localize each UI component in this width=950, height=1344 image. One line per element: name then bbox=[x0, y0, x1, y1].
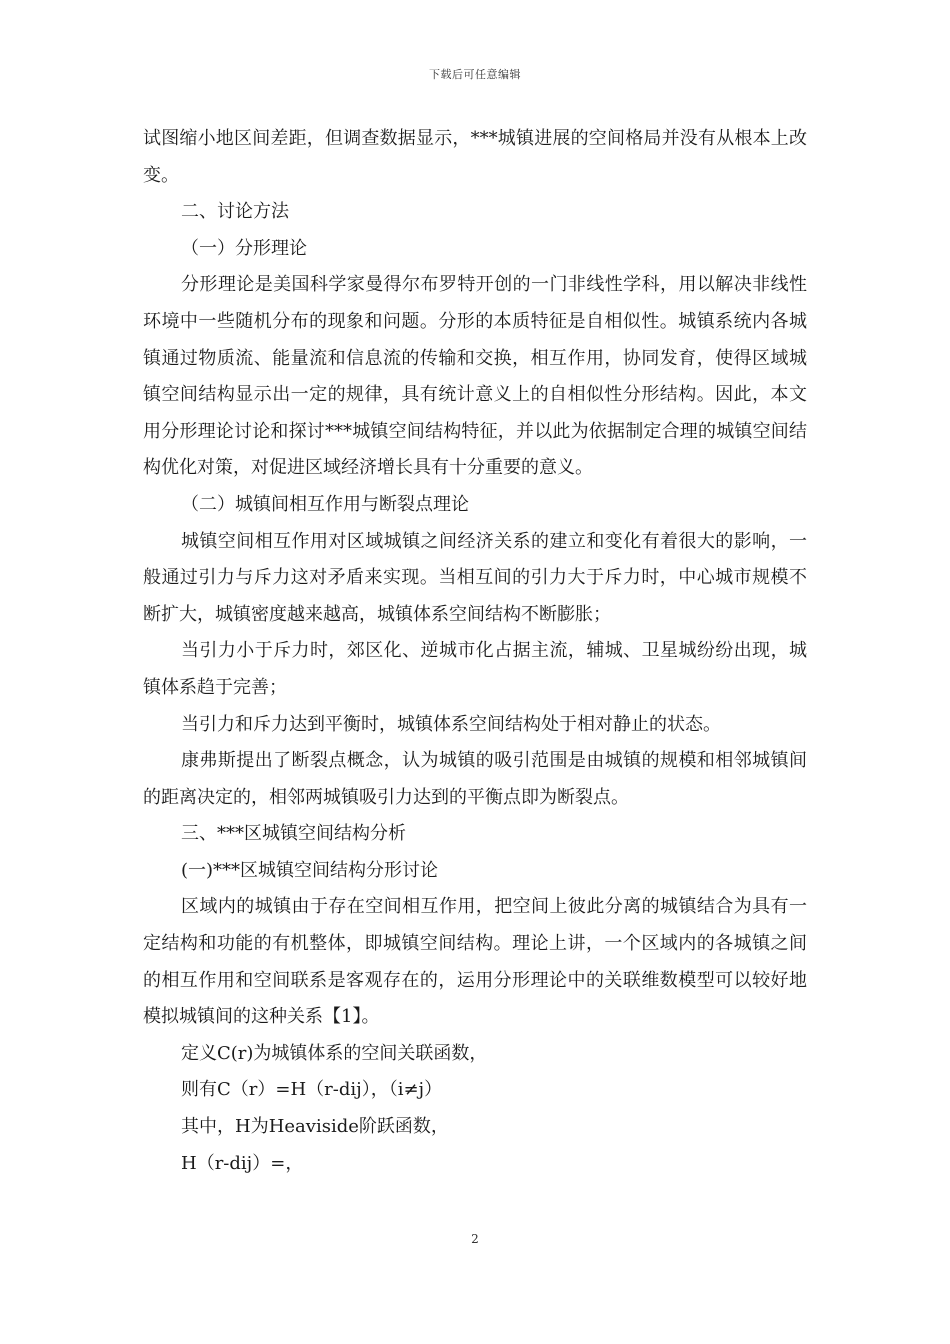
section-heading-structure-analysis: 三、***区城镇空间结构分析 bbox=[181, 823, 406, 845]
subsection-heading-fractal-theory: （一）分形理论 bbox=[181, 237, 307, 259]
paragraph-fractal-theory: 分形理论是美国科学家曼得尔布罗特开创的一门非线性学科，用以解决非线性环境中一些随机分布的现象和问题。分形的本质特征是自相似性。城镇系统内各城镇通过物质流、能量流和信息流的传输和交换，相互作用，协同发育，使得区域城镇空间结构显示出一定的规律，具有统计意义上的自相似性分形结构。因此，本文用分形理论讨论和探讨***城镇空间结构特征，并以此为依据制定合理的城镇空间结构优化对策，对促进区域经济增长具有十分重要的意义。 bbox=[143, 274, 807, 479]
paragraph-definition-cr: 定义C(r)为城镇体系的空间关联函数， bbox=[181, 1042, 488, 1064]
paragraph-attraction-balance: 当引力和斥力达到平衡时，城镇体系空间结构处于相对静止的状态。 bbox=[181, 713, 721, 735]
paragraph-spatial-structure: 区域内的城镇由于存在空间相互作用，把空间上彼此分离的城镇结合为具有一定结构和功能的有机整体，即城镇空间结构。理论上讲，一个区域内的各城镇之间的相互作用和空间联系是客观存在的，运用分形理论中的关联维数模型可以较好地模拟城镇间的这种关系【1】。 bbox=[143, 896, 807, 1028]
subsection-heading-interaction-breakpoint: （二）城镇间相互作用与断裂点理论 bbox=[181, 493, 469, 515]
formula-cr: 则有C（r）=H（r-dij），（i≠j） bbox=[181, 1079, 443, 1101]
subsection-heading-fractal-discussion: (一)***区城镇空间结构分形讨论 bbox=[181, 859, 439, 881]
paragraph-attraction-less: 当引力小于斥力时，郊区化、逆城市化占据主流，辅城、卫星城纷纷出现，城镇体系趋于完善； bbox=[143, 640, 807, 698]
paragraph-breakpoint-concept: 康弗斯提出了断裂点概念，认为城镇的吸引范围是由城镇的规模和相邻城镇间的距离决定的，相邻两城镇吸引力达到的平衡点即为断裂点。 bbox=[143, 750, 807, 808]
paragraph-continuation: 试图缩小地区间差距，但调查数据显示，***城镇进展的空间格局并没有从根本上改变。 bbox=[143, 128, 807, 186]
section-heading-research-methods: 二、讨论方法 bbox=[181, 201, 289, 223]
page-header: 下载后可任意编辑 bbox=[429, 68, 521, 81]
document-body bbox=[143, 121, 807, 1182]
paragraph-heaviside: 其中，H为Heaviside阶跃函数， bbox=[181, 1116, 449, 1138]
page-number: 2 bbox=[471, 1232, 479, 1246]
paragraph-interaction: 城镇空间相互作用对区域城镇之间经济关系的建立和变化有着很大的影响，一般通过引力与斥力这对矛盾来实现。当相互间的引力大于斥力时，中心城市规模不断扩大，城镇密度越来越高，城镇体系空间结构不断膨胀； bbox=[143, 530, 807, 625]
formula-heaviside: H（r-dij）=， bbox=[181, 1152, 304, 1174]
